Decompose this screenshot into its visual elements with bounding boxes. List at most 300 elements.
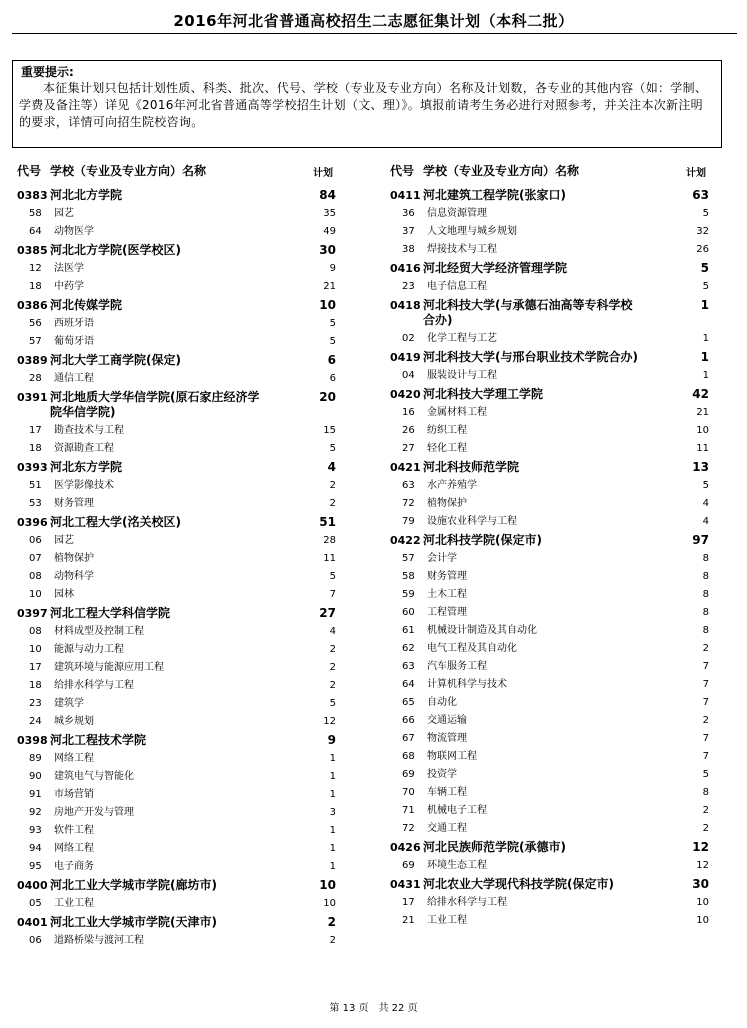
major-plan: 1	[329, 861, 336, 872]
school-row	[17, 241, 347, 260]
major-code: 04	[402, 370, 415, 381]
school-row	[390, 296, 720, 330]
major-row	[390, 712, 720, 730]
major-name: 给排水科学与工程	[54, 680, 134, 691]
school-total: 10	[319, 298, 336, 312]
major-row	[390, 912, 720, 930]
major-name: 电子信息工程	[427, 281, 487, 292]
major-plan: 1	[702, 370, 709, 381]
major-plan: 10	[696, 915, 709, 926]
major-row	[390, 802, 720, 820]
major-code: 12	[29, 263, 42, 274]
major-name: 电气工程及其自动化	[427, 643, 517, 654]
major-name: 软件工程	[54, 825, 94, 836]
major-name: 环境生态工程	[427, 860, 487, 871]
major-row	[17, 532, 347, 550]
page-footer: 第 13 页 共 22 页	[329, 1003, 418, 1014]
major-plan: 32	[696, 226, 709, 237]
major-plan: 2	[329, 935, 336, 946]
school-name: 河北传媒学院	[50, 298, 123, 312]
major-row	[390, 784, 720, 802]
major-plan: 8	[702, 607, 709, 618]
major-name: 物流管理	[427, 733, 467, 744]
major-code: 72	[402, 823, 415, 834]
major-row	[390, 278, 720, 296]
major-plan: 5	[329, 571, 336, 582]
major-code: 59	[402, 589, 415, 600]
major-plan: 8	[702, 625, 709, 636]
major-code: 18	[29, 281, 42, 292]
major-row	[17, 932, 347, 950]
major-row	[17, 477, 347, 495]
school-code: 0386	[17, 299, 48, 312]
major-plan: 8	[702, 553, 709, 564]
major-row	[17, 440, 347, 458]
school-code: 0385	[17, 244, 48, 257]
major-row	[390, 694, 720, 712]
school-code: 0391	[17, 391, 48, 404]
major-name: 电子商务	[54, 861, 94, 872]
major-code: 61	[402, 625, 415, 636]
major-code: 24	[29, 716, 42, 727]
major-plan: 21	[323, 281, 336, 292]
major-plan: 1	[329, 789, 336, 800]
major-row	[17, 641, 347, 659]
major-plan: 2	[702, 805, 709, 816]
major-plan: 5	[702, 208, 709, 219]
school-row	[17, 876, 347, 895]
school-name: 河北工业大学城市学院(廊坊市)	[50, 878, 217, 892]
major-code: 38	[402, 244, 415, 255]
major-plan: 7	[702, 751, 709, 762]
major-code: 56	[29, 318, 42, 329]
major-code: 94	[29, 843, 42, 854]
major-plan: 1	[329, 843, 336, 854]
major-name: 投资学	[427, 769, 457, 780]
school-code: 0400	[17, 879, 48, 892]
major-plan: 12	[323, 716, 336, 727]
major-row	[17, 786, 347, 804]
major-plan: 5	[329, 443, 336, 454]
school-code: 0398	[17, 734, 48, 747]
major-name: 给排水科学与工程	[427, 897, 507, 908]
major-row	[390, 820, 720, 838]
major-code: 92	[29, 807, 42, 818]
major-plan: 28	[323, 535, 336, 546]
column-header	[390, 162, 720, 186]
school-total: 27	[319, 606, 336, 620]
major-code: 72	[402, 498, 415, 509]
major-row	[390, 440, 720, 458]
school-code: 0383	[17, 189, 48, 202]
school-name: 河北北方学院	[50, 188, 123, 202]
major-code: 58	[29, 208, 42, 219]
major-row	[390, 367, 720, 385]
major-name: 化学工程与工艺	[427, 333, 497, 344]
major-name: 财务管理	[427, 571, 467, 582]
school-name: 河北工程大学(洺关校区)	[50, 515, 181, 529]
notice-heading: 重要提示:	[21, 65, 74, 79]
school-code: 0389	[17, 354, 48, 367]
school-row	[390, 385, 720, 404]
school-name: 河北大学工商学院(保定)	[50, 353, 181, 367]
school-total: 97	[692, 533, 709, 547]
major-plan: 10	[696, 425, 709, 436]
major-plan: 21	[696, 407, 709, 418]
major-plan: 8	[702, 787, 709, 798]
major-row	[17, 422, 347, 440]
major-name: 建筑学	[54, 698, 84, 709]
school-name: 河北经贸大学经济管理学院	[423, 261, 568, 275]
school-code: 0426	[390, 841, 421, 854]
major-name: 动物医学	[54, 226, 94, 237]
major-code: 02	[402, 333, 415, 344]
school-total: 4	[327, 460, 336, 474]
major-name: 焊接技术与工程	[427, 244, 497, 255]
major-name: 葡萄牙语	[54, 336, 94, 347]
major-code: 57	[29, 336, 42, 347]
page-title: 2016年河北省普通高校招生二志愿征集计划（本科二批）	[173, 12, 574, 30]
school-row	[390, 259, 720, 278]
major-code: 10	[29, 644, 42, 655]
major-name: 物联网工程	[427, 751, 477, 762]
major-name: 人文地理与城乡规划	[427, 226, 517, 237]
major-code: 27	[402, 443, 415, 454]
major-row	[17, 713, 347, 731]
major-plan: 12	[696, 860, 709, 871]
school-row	[17, 351, 347, 370]
school-code: 0418	[390, 299, 421, 312]
major-row	[390, 658, 720, 676]
major-row	[17, 659, 347, 677]
major-name: 交通运输	[427, 715, 467, 726]
major-name: 勘查技术与工程	[54, 425, 124, 436]
major-plan: 8	[702, 571, 709, 582]
title-divider	[12, 33, 737, 34]
major-row	[17, 695, 347, 713]
school-total: 42	[692, 387, 709, 401]
major-name: 城乡规划	[54, 716, 94, 727]
school-total: 9	[327, 733, 336, 747]
major-code: 58	[402, 571, 415, 582]
right-column	[390, 162, 720, 930]
major-row	[390, 766, 720, 784]
major-code: 16	[402, 407, 415, 418]
major-plan: 5	[702, 281, 709, 292]
school-row	[17, 913, 347, 932]
major-name: 汽车服务工程	[427, 661, 487, 672]
major-name: 交通工程	[427, 823, 467, 834]
major-name: 网络工程	[54, 843, 94, 854]
school-name: 河北工业大学城市学院(天津市)	[50, 915, 217, 929]
school-total: 6	[327, 353, 336, 367]
school-total: 63	[692, 188, 709, 202]
school-code: 0411	[390, 189, 421, 202]
header-name: 学校（专业及专业方向）名称	[50, 164, 207, 178]
major-name: 水产养殖学	[427, 480, 477, 491]
major-plan: 1	[329, 825, 336, 836]
major-code: 90	[29, 771, 42, 782]
major-row	[17, 623, 347, 641]
major-row	[390, 223, 720, 241]
major-name: 通信工程	[54, 373, 94, 384]
major-plan: 11	[696, 443, 709, 454]
school-code: 0419	[390, 351, 421, 364]
major-plan: 2	[329, 480, 336, 491]
left-column	[17, 162, 347, 950]
major-code: 06	[29, 535, 42, 546]
major-row	[390, 640, 720, 658]
major-name: 机械设计制造及其自动化	[427, 625, 537, 636]
major-plan: 5	[329, 336, 336, 347]
major-code: 66	[402, 715, 415, 726]
major-plan: 2	[702, 643, 709, 654]
school-code: 0401	[17, 916, 48, 929]
major-row	[390, 604, 720, 622]
major-plan: 9	[329, 263, 336, 274]
major-name: 工业工程	[54, 898, 94, 909]
major-plan: 7	[702, 733, 709, 744]
major-code: 28	[29, 373, 42, 384]
header-plan: 计划	[686, 168, 706, 179]
major-row	[17, 278, 347, 296]
major-name: 建筑环境与能源应用工程	[54, 662, 164, 673]
major-row	[17, 223, 347, 241]
major-name: 资源勘查工程	[54, 443, 114, 454]
major-code: 89	[29, 753, 42, 764]
major-code: 21	[402, 915, 415, 926]
school-row	[17, 186, 347, 205]
major-code: 65	[402, 697, 415, 708]
header-plan: 计划	[313, 168, 333, 179]
school-total: 51	[319, 515, 336, 529]
major-plan: 5	[329, 698, 336, 709]
major-name: 工业工程	[427, 915, 467, 926]
school-row	[17, 513, 347, 532]
major-code: 53	[29, 498, 42, 509]
major-code: 68	[402, 751, 415, 762]
column-header	[17, 162, 347, 186]
school-code: 0396	[17, 516, 48, 529]
major-row	[390, 676, 720, 694]
major-plan: 7	[702, 697, 709, 708]
major-row	[17, 370, 347, 388]
school-name: 河北科技大学理工学院	[423, 387, 544, 401]
notice-box	[12, 60, 722, 148]
school-row	[390, 186, 720, 205]
header-code: 代号	[390, 164, 415, 178]
major-name: 服装设计与工程	[427, 370, 497, 381]
major-plan: 35	[323, 208, 336, 219]
major-name: 中药学	[54, 281, 84, 292]
major-code: 69	[402, 860, 415, 871]
school-row	[390, 838, 720, 857]
major-code: 06	[29, 935, 42, 946]
major-name: 房地产开发与管理	[54, 807, 134, 818]
major-code: 91	[29, 789, 42, 800]
major-row	[390, 550, 720, 568]
major-row	[390, 586, 720, 604]
major-name: 能源与动力工程	[54, 644, 124, 655]
school-name: 河北东方学院	[50, 460, 123, 474]
major-row	[390, 477, 720, 495]
major-name: 工程管理	[427, 607, 467, 618]
school-name: 河北地质大学华信学院(原石家庄经济学院华信学院)	[50, 390, 260, 419]
major-row	[390, 205, 720, 223]
major-plan: 6	[329, 373, 336, 384]
school-name: 河北民族师范学院(承德市)	[423, 840, 566, 854]
major-row	[390, 495, 720, 513]
major-code: 79	[402, 516, 415, 527]
major-name: 植物保护	[54, 553, 94, 564]
major-plan: 26	[696, 244, 709, 255]
major-row	[390, 241, 720, 259]
major-row	[17, 205, 347, 223]
school-row	[17, 388, 347, 422]
major-row	[390, 730, 720, 748]
school-name: 河北科技学院(保定市)	[423, 533, 542, 547]
school-row	[17, 604, 347, 623]
major-name: 计算机科学与技术	[427, 679, 507, 690]
school-name: 河北建筑工程学院(张家口)	[423, 188, 566, 202]
school-total: 30	[692, 877, 709, 891]
major-code: 64	[402, 679, 415, 690]
major-name: 西班牙语	[54, 318, 94, 329]
major-plan: 49	[323, 226, 336, 237]
notice-body: 本征集计划只包括计划性质、科类、批次、代号、学校（专业及专业方向）名称及计划数，各专业的其他内容（如：学制、学费及备注等）详见《2016年河北省普通高等学校招生计划（文、理）》。填报前请考生务必进行对照参考，并关注本次新注明的要求，详情可向招生院校咨询。	[19, 81, 708, 129]
school-total: 1	[700, 298, 709, 312]
major-code: 08	[29, 626, 42, 637]
major-row	[390, 513, 720, 531]
major-code: 07	[29, 553, 42, 564]
major-plan: 2	[329, 662, 336, 673]
major-plan: 11	[323, 553, 336, 564]
major-name: 园艺	[54, 535, 74, 546]
major-row	[17, 495, 347, 513]
major-row	[17, 568, 347, 586]
major-row	[17, 750, 347, 768]
major-name: 市场营销	[54, 789, 94, 800]
school-name: 河北农业大学现代科技学院(保定市)	[423, 877, 614, 891]
school-total: 20	[319, 390, 336, 404]
major-code: 17	[402, 897, 415, 908]
major-row	[17, 677, 347, 695]
school-code: 0431	[390, 878, 421, 891]
major-row	[17, 804, 347, 822]
major-code: 70	[402, 787, 415, 798]
major-name: 纺织工程	[427, 425, 467, 436]
school-row	[17, 296, 347, 315]
school-total: 30	[319, 243, 336, 257]
major-code: 63	[402, 661, 415, 672]
major-plan: 8	[702, 589, 709, 600]
major-name: 法医学	[54, 263, 84, 274]
school-total: 13	[692, 460, 709, 474]
school-code: 0420	[390, 388, 421, 401]
major-row	[17, 586, 347, 604]
major-name: 园林	[54, 589, 74, 600]
major-plan: 4	[702, 498, 709, 509]
major-row	[390, 404, 720, 422]
major-code: 62	[402, 643, 415, 654]
major-code: 17	[29, 425, 42, 436]
major-name: 植物保护	[427, 498, 467, 509]
major-name: 园艺	[54, 208, 74, 219]
major-plan: 1	[702, 333, 709, 344]
major-plan: 2	[329, 680, 336, 691]
major-plan: 7	[702, 661, 709, 672]
school-total: 84	[319, 188, 336, 202]
major-plan: 5	[329, 318, 336, 329]
major-code: 10	[29, 589, 42, 600]
major-row	[390, 622, 720, 640]
major-row	[390, 568, 720, 586]
school-row	[390, 458, 720, 477]
major-plan: 1	[329, 753, 336, 764]
major-name: 建筑电气与智能化	[54, 771, 134, 782]
school-name: 河北科技大学(与邢台职业技术学院合办)	[423, 350, 638, 364]
school-row	[17, 458, 347, 477]
major-code: 95	[29, 861, 42, 872]
school-total: 5	[700, 261, 709, 275]
major-name: 道路桥梁与渡河工程	[54, 935, 144, 946]
school-name: 河北科技师范学院	[423, 460, 520, 474]
school-total: 10	[319, 878, 336, 892]
major-code: 36	[402, 208, 415, 219]
major-row	[17, 550, 347, 568]
major-code: 05	[29, 898, 42, 909]
header-name: 学校（专业及专业方向）名称	[423, 164, 580, 178]
major-plan: 10	[323, 898, 336, 909]
major-row	[390, 748, 720, 766]
major-code: 63	[402, 480, 415, 491]
major-row	[17, 333, 347, 351]
school-code: 0416	[390, 262, 421, 275]
header-code: 代号	[17, 164, 42, 178]
major-plan: 5	[702, 480, 709, 491]
major-name: 设施农业科学与工程	[427, 516, 517, 527]
major-code: 37	[402, 226, 415, 237]
school-code: 0422	[390, 534, 421, 547]
school-total: 1	[700, 350, 709, 364]
major-row	[17, 768, 347, 786]
major-row	[390, 857, 720, 875]
school-total: 2	[327, 915, 336, 929]
major-code: 08	[29, 571, 42, 582]
school-name: 河北工程大学科信学院	[50, 606, 171, 620]
major-code: 18	[29, 443, 42, 454]
major-plan: 3	[329, 807, 336, 818]
major-code: 51	[29, 480, 42, 491]
major-plan: 4	[329, 626, 336, 637]
major-plan: 2	[702, 823, 709, 834]
major-code: 18	[29, 680, 42, 691]
major-code: 93	[29, 825, 42, 836]
major-row	[17, 895, 347, 913]
school-row	[390, 348, 720, 367]
major-plan: 7	[329, 589, 336, 600]
major-plan: 10	[696, 897, 709, 908]
major-row	[390, 422, 720, 440]
major-plan: 2	[329, 644, 336, 655]
school-row	[390, 531, 720, 550]
major-row	[17, 315, 347, 333]
major-plan: 7	[702, 679, 709, 690]
major-name: 土木工程	[427, 589, 467, 600]
major-name: 医学影像技术	[54, 480, 114, 491]
school-code: 0421	[390, 461, 421, 474]
major-name: 金属材料工程	[427, 407, 487, 418]
